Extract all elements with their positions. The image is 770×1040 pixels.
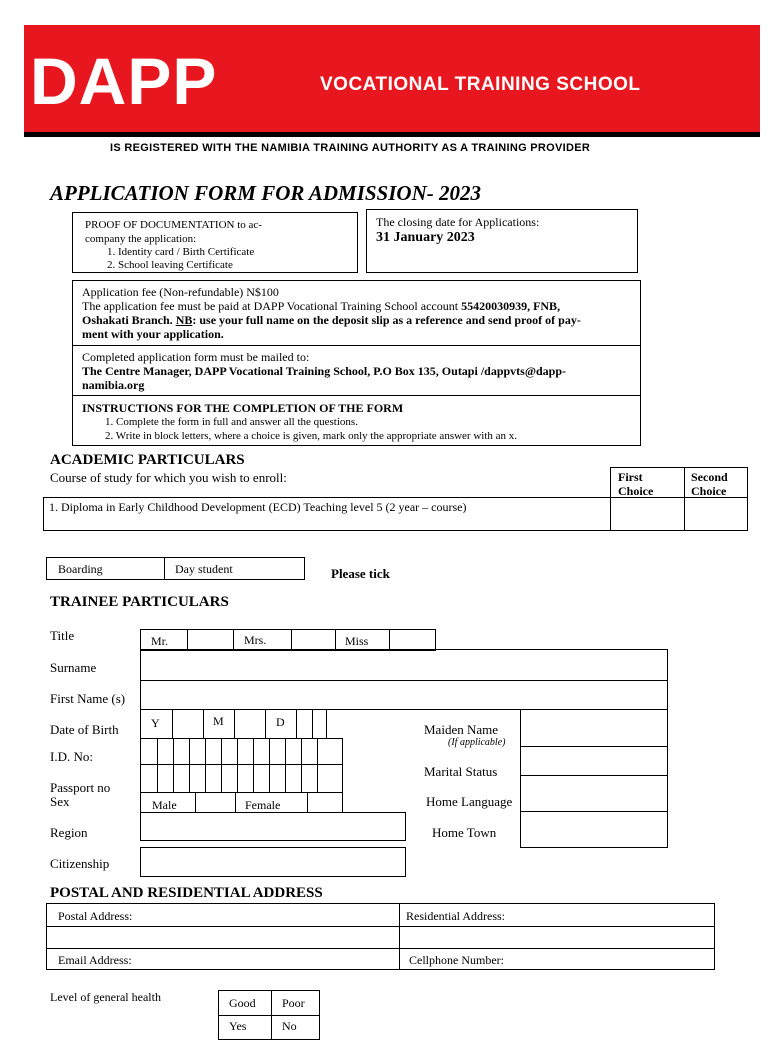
day-student-cell[interactable] (164, 557, 305, 580)
home-town-label: Home Town (432, 825, 497, 840)
home-town-field[interactable] (520, 811, 668, 848)
second-choice-label-1: Second (691, 470, 728, 484)
dob-field[interactable] (140, 709, 327, 739)
course-name: 1. Diploma in Early Childhood Development (ECD) Teaching level 5 (2 year – course) (49, 500, 467, 514)
proof-heading-1: PROOF OF DOCUMENTATION to ac- (85, 219, 262, 231)
passport-label: Passport no (50, 780, 111, 795)
first-name-label: First Name (s) (50, 691, 126, 706)
first-name-field[interactable] (140, 680, 668, 710)
instructions-item: 1. Complete the form in full and answer all the questions. (105, 416, 358, 428)
marital-status-field[interactable] (520, 746, 668, 776)
school-name: VOCATIONAL TRAINING SCHOOL (320, 74, 641, 95)
id-label: I.D. No: (50, 749, 93, 764)
title-label: Title (50, 628, 75, 643)
health-label: Level of general health (50, 990, 161, 1004)
title-mrs: Mrs. (244, 633, 267, 647)
mail-box (72, 345, 641, 396)
residential-address-label: Residential Address: (406, 909, 505, 923)
title-miss-checkbox[interactable] (389, 630, 435, 650)
fee-note: : use your full name on the deposit slip as a reference and send proof of pay- (192, 313, 581, 327)
title-mr: Mr. (151, 634, 169, 648)
email-address-label: Email Address: (58, 953, 132, 967)
fee-line-2-text: The application fee must be paid at DAPP Vocational Training School account (82, 299, 462, 313)
title-mr-checkbox[interactable] (187, 630, 232, 650)
health-no: No (282, 1019, 297, 1033)
choice-header-first (610, 467, 685, 498)
home-language-label: Home Language (426, 794, 513, 809)
first-choice-cell[interactable] (610, 497, 685, 531)
title-miss: Miss (345, 634, 369, 648)
mail-label: Completed application form must be mailed to: (82, 350, 310, 364)
health-good: Good (229, 996, 256, 1010)
sex-male: Male (152, 798, 177, 812)
postal-address-label: Postal Address: (58, 909, 133, 923)
maiden-name-field[interactable] (520, 709, 668, 747)
page-title: APPLICATION FORM FOR ADMISSION- 2023 (50, 181, 481, 205)
postal-address-field[interactable] (47, 926, 398, 947)
region-label: Region (50, 825, 88, 840)
citizenship-field[interactable] (140, 847, 406, 877)
proof-item: 2. School leaving Certificate (107, 259, 233, 271)
title-mrs-checkbox[interactable] (291, 630, 334, 650)
health-poor: Poor (282, 996, 305, 1010)
first-choice-label-2: Choice (618, 484, 654, 498)
mail-line-2: namibia.org (82, 378, 145, 392)
course-prompt: Course of study for which you wish to enroll: (50, 470, 287, 485)
sex-male-checkbox[interactable] (195, 793, 234, 812)
proof-box (72, 212, 358, 273)
fee-nb: NB (175, 313, 193, 327)
instructions-item: 2. Write in block letters, where a choice is given, mark only the appropriate answer with an x. (105, 430, 518, 442)
dob-d: D (276, 715, 285, 729)
sex-female: Female (245, 798, 281, 812)
address-heading: POSTAL AND RESIDENTIAL ADDRESS (50, 885, 323, 901)
second-choice-cell[interactable] (684, 497, 748, 531)
home-language-field[interactable] (520, 775, 668, 812)
academic-heading: ACADEMIC PARTICULARS (50, 452, 245, 468)
proof-item: 1. Identity card / Birth Certificate (107, 246, 255, 258)
closing-date-label: The closing date for Applications: (376, 215, 540, 229)
region-field[interactable] (140, 812, 406, 841)
course-row (43, 497, 611, 531)
fee-branch: Oshakati Branch. (82, 313, 176, 327)
surname-field[interactable] (140, 649, 668, 681)
sex-label: Sex (50, 794, 70, 809)
fee-line-4: ment with your application. (82, 327, 224, 341)
citizenship-label: Citizenship (50, 856, 110, 871)
maiden-name-note: (If applicable) (448, 737, 506, 748)
maiden-name-label: Maiden Name (424, 722, 499, 737)
fee-line-3 (82, 313, 581, 328)
fee-account: 55420030939, FNB, (461, 299, 561, 313)
boarding-cell[interactable] (46, 557, 165, 580)
instructions-heading: INSTRUCTIONS FOR THE COMPLETION OF THE FORM (82, 401, 404, 415)
id-field[interactable] (140, 738, 343, 765)
fee-line-2 (82, 299, 560, 314)
mail-line-1: The Centre Manager, DAPP Vocational Training School, P.O Box 135, Outapi /dappvts@dapp- (82, 364, 567, 378)
header-banner-shadow (24, 132, 760, 137)
choice-header-second (684, 467, 748, 498)
fee-line-1: Application fee (Non-refundable) N$100 (82, 285, 279, 299)
cellphone-label: Cellphone Number: (409, 953, 504, 967)
closing-date-box (366, 209, 638, 273)
first-choice-label-1: First (618, 470, 643, 484)
health-table (218, 990, 320, 1040)
instructions-box (72, 395, 641, 446)
dob-y: Y (151, 716, 160, 730)
health-yes: Yes (229, 1019, 247, 1033)
sex-female-checkbox[interactable] (307, 793, 342, 812)
surname-label: Surname (50, 660, 97, 675)
fee-box (72, 280, 641, 346)
proof-heading-2: company the application: (85, 233, 197, 245)
registration-note: IS REGISTERED WITH THE NAMIBIA TRAINING AUTHORITY AS A TRAINING PROVIDER (110, 142, 591, 154)
dob-label: Date of Birth (50, 722, 119, 737)
please-tick: Please tick (331, 566, 390, 581)
marital-status-label: Marital Status (424, 764, 498, 779)
day-student-label: Day student (175, 562, 233, 576)
closing-date: 31 January 2023 (376, 230, 475, 245)
dapp-logo: DAPP (30, 44, 218, 118)
trainee-heading: TRAINEE PARTICULARS (50, 594, 229, 610)
second-choice-label-2: Choice (691, 484, 727, 498)
boarding-label: Boarding (58, 562, 103, 576)
dob-m: M (213, 714, 224, 728)
passport-field[interactable] (140, 764, 343, 793)
residential-address-field[interactable] (400, 926, 714, 947)
